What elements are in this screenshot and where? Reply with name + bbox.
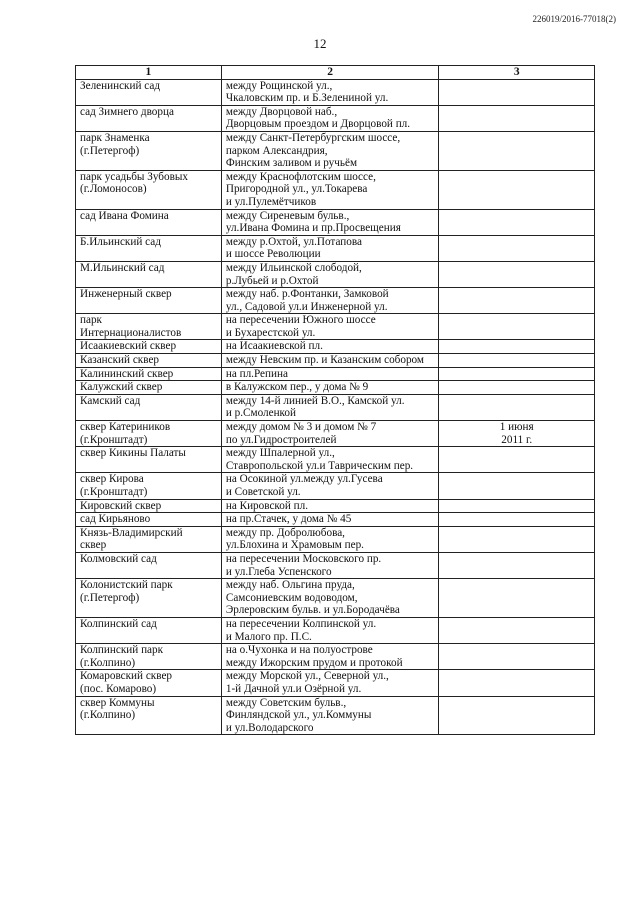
row-date-cell: [439, 288, 595, 314]
table-row: [76, 235, 595, 261]
row-date-cell: [439, 367, 595, 381]
row-date-cell: [439, 473, 595, 499]
row-date-cell: [439, 394, 595, 420]
table-row: [76, 131, 595, 170]
row-date-cell: [439, 499, 595, 513]
row-location-cell: на пересечении Колпинской ул. и Малого пр. П.С.: [221, 617, 439, 643]
row-name-cell: Камский сад: [76, 394, 222, 420]
table-row: [76, 513, 595, 527]
row-name-cell: Колпинский сад: [76, 617, 222, 643]
row-location-cell: между Дворцовой наб., Дворцовым проездом и Дворцовой пл.: [221, 105, 439, 131]
column-header-1: 1: [76, 66, 222, 80]
table-row: [76, 209, 595, 235]
row-name-cell: Колпинский парк (г.Колпино): [76, 644, 222, 670]
page-number: 12: [313, 36, 327, 51]
row-location-cell: на пересечении Южного шоссе и Бухарестской ул.: [221, 314, 439, 340]
row-name-cell: М.Ильинский сад: [76, 261, 222, 287]
row-date-cell: [439, 552, 595, 578]
table-header-row: [76, 66, 595, 80]
row-name-cell: Зеленинский сад: [76, 79, 222, 105]
table-row: [76, 696, 595, 735]
row-location-cell: на пересечении Московского пр. и ул.Глеба Успенского: [221, 552, 439, 578]
row-location-cell: на пл.Репина: [221, 367, 439, 381]
column-header-3: 3: [439, 66, 595, 80]
row-location-cell: между домом № 3 и домом № 7 по ул.Гидростроителей: [221, 421, 439, 447]
row-name-cell: сад Кирьяново: [76, 513, 222, 527]
row-location-cell: между наб. Ольгина пруда, Самсониевским водоводом, Эрлеровским бульв. и ул.Бородачёва: [221, 579, 439, 618]
table-row: [76, 340, 595, 354]
table-row: [76, 288, 595, 314]
row-location-cell: между Невским пр. и Казанским собором: [221, 354, 439, 368]
table-body: [76, 79, 595, 735]
row-location-cell: на Исаакиевской пл.: [221, 340, 439, 354]
row-location-cell: в Калужском пер., у дома № 9: [221, 381, 439, 395]
row-location-cell: между р.Охтой, ул.Потапова и шоссе Революции: [221, 235, 439, 261]
row-name-cell: Комаровский сквер (пос. Комарово): [76, 670, 222, 696]
row-location-cell: на Кировской пл.: [221, 499, 439, 513]
row-name-cell: Б.Ильинский сад: [76, 235, 222, 261]
row-date-cell: [439, 381, 595, 395]
row-date-cell: [439, 105, 595, 131]
row-location-cell: между Советским бульв., Финляндской ул., ул.Коммуны и ул.Володарского: [221, 696, 439, 735]
row-name-cell: сквер Кирова (г.Кронштадт): [76, 473, 222, 499]
row-name-cell: сквер Коммуны (г.Колпино): [76, 696, 222, 735]
table-row: [76, 381, 595, 395]
row-date-cell: [439, 447, 595, 473]
row-date-cell: [439, 209, 595, 235]
table-row: [76, 421, 595, 447]
row-name-cell: Калужский сквер: [76, 381, 222, 395]
row-date-cell: [439, 696, 595, 735]
table-row: [76, 367, 595, 381]
table-row: [76, 552, 595, 578]
row-name-cell: парк Интернационалистов: [76, 314, 222, 340]
table-row: [76, 394, 595, 420]
table-row: [76, 617, 595, 643]
row-name-cell: Казанский сквер: [76, 354, 222, 368]
row-date-cell: [439, 131, 595, 170]
row-date-cell: [439, 579, 595, 618]
row-location-cell: между пр. Добролюбова, ул.Блохина и Храмовым пер.: [221, 526, 439, 552]
row-date-cell: 1 июня 2011 г.: [439, 421, 595, 447]
table-row: [76, 644, 595, 670]
row-location-cell: между Ильинской слободой, р.Лубьей и р.Охтой: [221, 261, 439, 287]
row-date-cell: [439, 79, 595, 105]
row-date-cell: [439, 314, 595, 340]
row-location-cell: между Морской ул., Северной ул., 1-й Дачной ул.и Озёрной ул.: [221, 670, 439, 696]
row-date-cell: [439, 526, 595, 552]
row-date-cell: [439, 235, 595, 261]
row-location-cell: на пр.Стачек, у дома № 45: [221, 513, 439, 527]
row-name-cell: сквер Катериников (г.Кронштадт): [76, 421, 222, 447]
row-date-cell: [439, 617, 595, 643]
row-name-cell: парк усадьбы Зубовых (г.Ломоносов): [76, 170, 222, 209]
row-date-cell: [439, 170, 595, 209]
table-row: [76, 670, 595, 696]
row-location-cell: между Шпалерной ул., Ставропольской ул.и Таврическим пер.: [221, 447, 439, 473]
row-date-cell: [439, 644, 595, 670]
row-name-cell: Колонистский парк (г.Петергоф): [76, 579, 222, 618]
row-location-cell: между Сиреневым бульв., ул.Ивана Фомина и пр.Просвещения: [221, 209, 439, 235]
row-location-cell: между Краснофлотским шоссе, Пригородной ул., ул.Токарева и ул.Пулемётчиков: [221, 170, 439, 209]
table-row: [76, 447, 595, 473]
row-location-cell: на Осокиной ул.между ул.Гусева и Советской ул.: [221, 473, 439, 499]
row-name-cell: Исаакиевский сквер: [76, 340, 222, 354]
row-name-cell: парк Знаменка (г.Петергоф): [76, 131, 222, 170]
row-location-cell: между Санкт-Петербургским шоссе, парком Александрия, Финским заливом и ручьём: [221, 131, 439, 170]
table-row: [76, 579, 595, 618]
table-row: [76, 261, 595, 287]
row-date-cell: [439, 340, 595, 354]
document-id: 226019/2016-77018(2): [532, 14, 616, 24]
row-location-cell: между Рощинской ул., Чкаловским пр. и Б.Зелениной ул.: [221, 79, 439, 105]
row-date-cell: [439, 670, 595, 696]
row-name-cell: Калининский сквер: [76, 367, 222, 381]
row-location-cell: между 14-й линией В.О., Камской ул. и р.Смоленкой: [221, 394, 439, 420]
row-date-cell: [439, 261, 595, 287]
row-date-cell: [439, 354, 595, 368]
row-location-cell: между наб. р.Фонтанки, Замковой ул., Садовой ул.и Инженерной ул.: [221, 288, 439, 314]
row-name-cell: сквер Кикины Палаты: [76, 447, 222, 473]
row-date-cell: [439, 513, 595, 527]
table-row: [76, 354, 595, 368]
row-name-cell: сад Зимнего дворца: [76, 105, 222, 131]
table-row: [76, 170, 595, 209]
table-row: [76, 499, 595, 513]
column-header-2: 2: [221, 66, 439, 80]
table-row: [76, 105, 595, 131]
row-name-cell: Кировский сквер: [76, 499, 222, 513]
table-row: [76, 79, 595, 105]
row-name-cell: Князь-Владимирский сквер: [76, 526, 222, 552]
row-name-cell: Инженерный сквер: [76, 288, 222, 314]
parks-table: [75, 65, 595, 735]
row-location-cell: на о.Чухонка и на полуострове между Ижорским прудом и протокой: [221, 644, 439, 670]
row-name-cell: Колмовский сад: [76, 552, 222, 578]
table-row: [76, 473, 595, 499]
table-row: [76, 314, 595, 340]
table-row: [76, 526, 595, 552]
row-name-cell: сад Ивана Фомина: [76, 209, 222, 235]
